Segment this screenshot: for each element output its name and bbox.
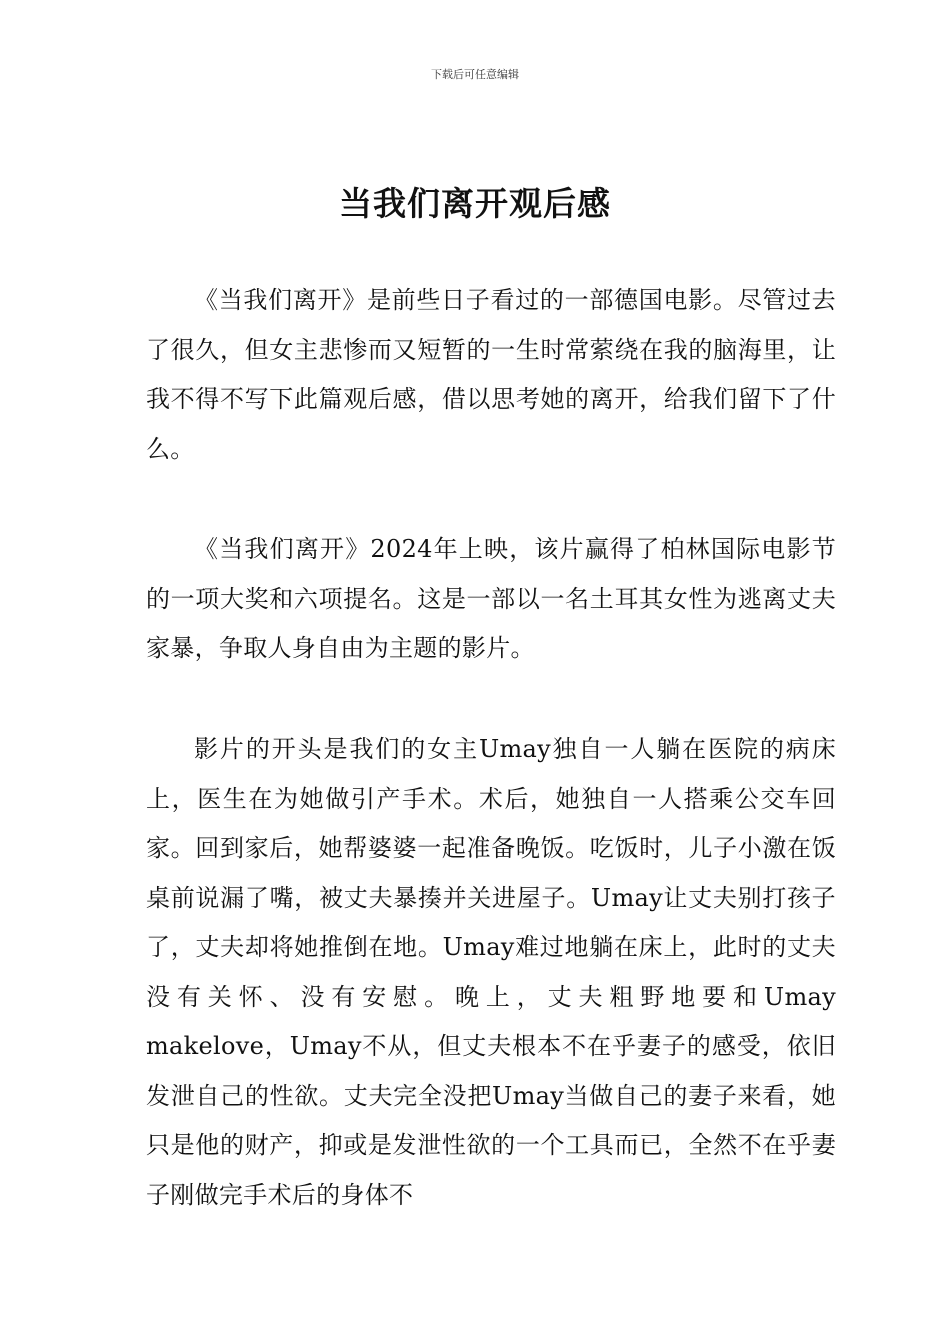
paragraph-3: 影片的开头是我们的女主Umay独自一人躺在医院的病床上，医生在为她做引产手术。术后，她独自一人搭乘公交车回家。回到家后，她帮婆婆一起准备晚饭。吃饭时，儿子小激在饭桌前说漏了嘴，被丈夫暴揍并关进屋子。Umay让丈夫别打孩子了，丈夫却将她推倒在地。Umay难过地躺在床上，此时的丈夫没有关怀、没有安慰。晚上，丈夫粗野地要和Umay makelove，Umay不从，但丈夫根本不在乎妻子的感受，依旧发泄自己的性欲。丈夫完全没把Umay当做自己的妻子来看，她只是他的财产，抑或是发泄性欲的一个工具而已，全然不在乎妻子刚做完手术后的身体不 bbox=[146, 735, 836, 1209]
header-note: 下载后可任意编辑 bbox=[431, 68, 519, 81]
paragraph-2: 《当我们离开》2024年上映，该片赢得了柏林国际电影节的一项大奖和六项提名。这是一部以一名土耳其女性为逃离丈夫家暴，争取人身自由为主题的影片。 bbox=[146, 535, 836, 662]
document-title: 当我们离开观后感 bbox=[339, 184, 611, 223]
paragraph-1: 《当我们离开》是前些日子看过的一部德国电影。尽管过去了很久，但女主悲惨而又短暂的一生时常萦绕在我的脑海里，让我不得不写下此篇观后感，借以思考她的离开，给我们留下了什么。 bbox=[146, 286, 836, 463]
